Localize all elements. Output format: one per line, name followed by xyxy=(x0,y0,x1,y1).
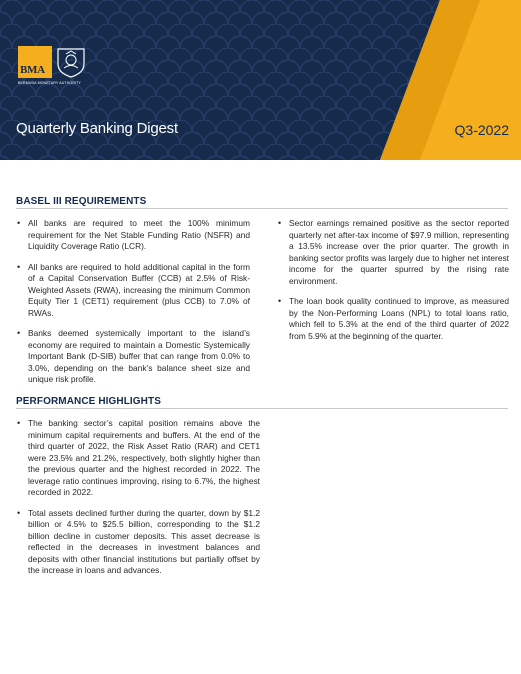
list-item: • The banking sector’s capital position remains above the minimum capital requirements and buffers. At the end of the third quarter of 2022, the Risk Asset Ratio (RAR) and CET1 were 23.5% and 21.2%, respectively, both slightly higher than the previous quarter and the highest recorded in 2022. The leverage ratio continues improving, rising to 6.7%, the highest recorded in 2022. xyxy=(17,418,260,497)
bullet-icon: • xyxy=(278,218,282,228)
page-title: Quarterly Banking Digest xyxy=(16,120,178,137)
list-item: • All banks are required to meet the 100% minimum requirement for the Net Stable Funding Ratio (NSFR) and Liquidity Coverage Ratio (LCR). xyxy=(17,218,250,251)
basel-left-list xyxy=(16,218,250,395)
list-item: • Sector earnings remained positive as the sector reported quarterly net after-tax income of $97.9 million, representing a 13.5% increase over the prior quarter. The growth in banking sector profits was largely due to higher net interest income for the quarter spurred by the rising rate environment. xyxy=(278,218,509,286)
logo-caption: BERMUDA MONETARY AUTHORITY xyxy=(18,81,81,85)
bullet-icon: • xyxy=(17,418,21,428)
logo-mark xyxy=(18,46,52,78)
header-banner xyxy=(0,0,521,160)
bullet-icon: • xyxy=(17,507,21,518)
divider xyxy=(16,208,508,209)
bullet-icon: • xyxy=(17,218,21,228)
list-item: • Banks deemed systemically important to the island’s economy are required to maintain a Domestic Systemically Important Bank (D-SIB) buffer that can range from 0.0% to 3.0%, depending on the bank’s balance sheet size and unique risk profile. xyxy=(17,328,250,384)
report-period: Q3-2022 xyxy=(454,122,509,138)
list-item: • The loan book quality continued to improve, as measured by the Non-Performing Loans (NPL) to total loans ratio, which fell to 5.3% at the end of the third quarter of 2022 from 5.9% at the beginning of the quarter. xyxy=(278,296,509,341)
list-item: • All banks are required to hold additional capital in the form of a Capital Conservation Buffer (CCB) at 2.5% of Risk-Weighted Assets (RWA), increasing the minimum Common Equity Tier 1 (CET1) requirement (plus CCB) to 7.0% of RWAs. xyxy=(17,261,250,318)
crest-icon xyxy=(54,46,88,78)
performance-heading: PERFORMANCE HIGHLIGHTS xyxy=(16,396,161,407)
bullet-icon: • xyxy=(278,296,282,306)
basel-heading: BASEL III REQUIREMENTS xyxy=(16,196,147,207)
bullet-icon: • xyxy=(17,261,21,272)
list-item: • Total assets declined further during the quarter, down by $1.2 billion or 4.5% to $25.5 billion, corresponding to the $1.2 billion decline in customer deposits. This asset decrease is reflected in the decreases in investment balances and deposits with other financial institutions but partially offset by the increase in loans and advances. xyxy=(17,507,260,575)
logo-text: BMA xyxy=(20,64,45,76)
basel-right-list xyxy=(277,218,509,351)
bma-logo xyxy=(18,46,88,90)
divider xyxy=(16,408,508,409)
bullet-icon: • xyxy=(17,328,21,338)
performance-list xyxy=(16,418,260,586)
